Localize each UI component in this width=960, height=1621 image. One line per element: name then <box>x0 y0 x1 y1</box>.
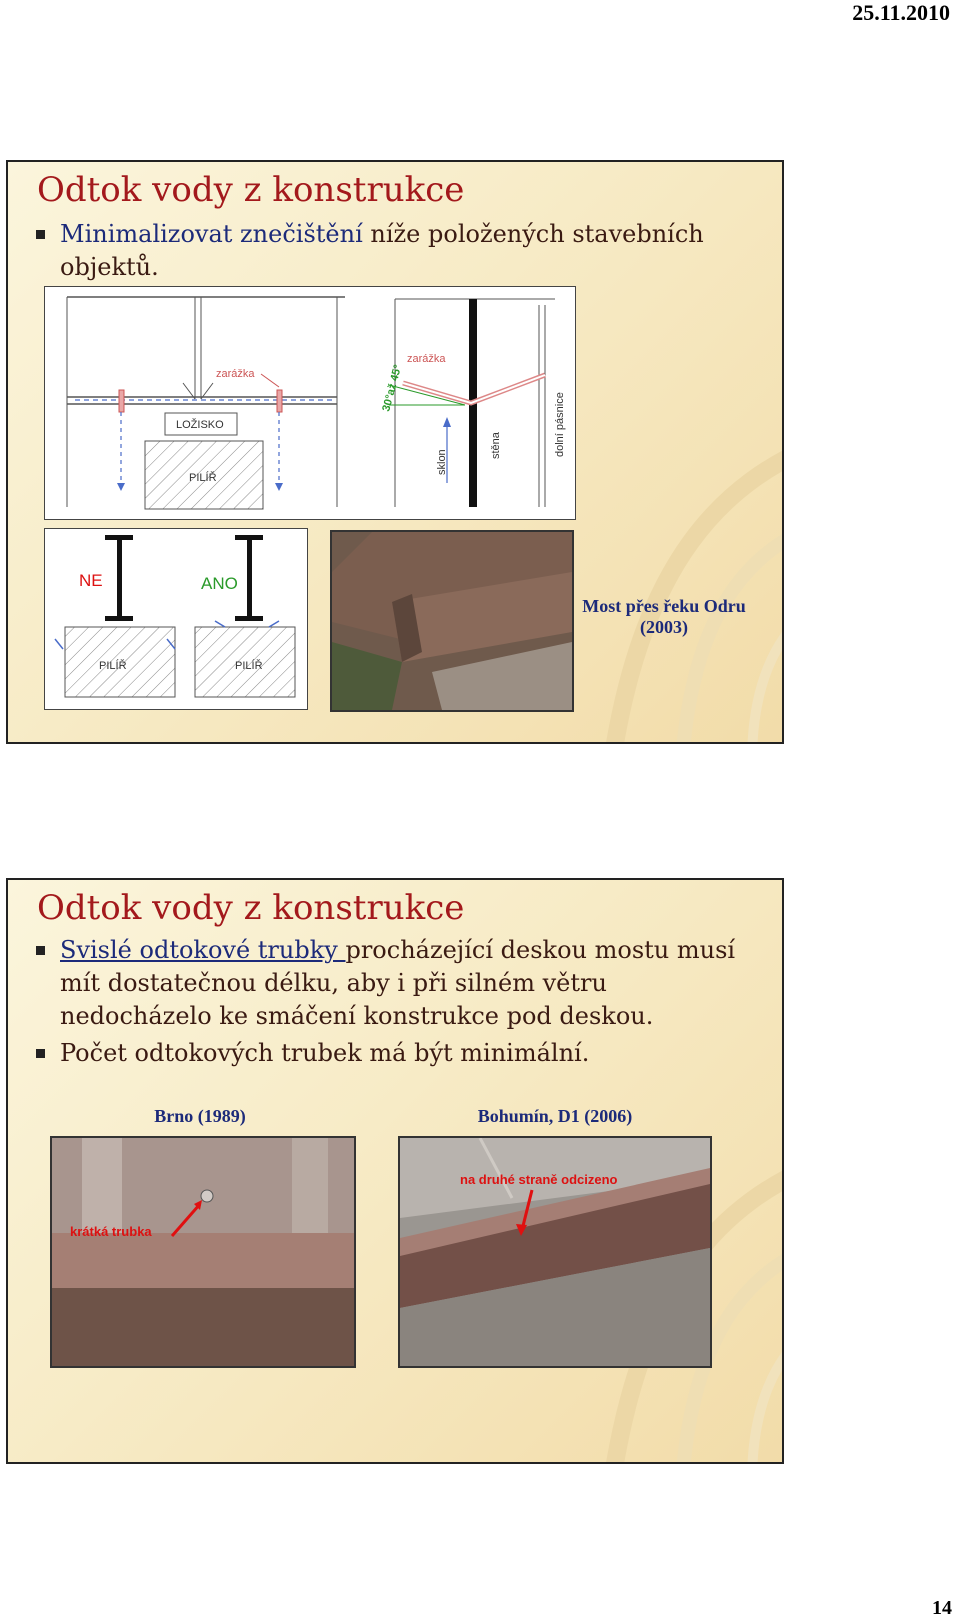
label-pilir-left: PILÍŘ <box>99 660 127 672</box>
ne-ano-drawing <box>45 529 307 709</box>
drainage-diagram-top <box>44 286 576 520</box>
label-sklon: sklon <box>436 449 448 475</box>
photo-odra-bridge <box>330 530 574 712</box>
photo-brno <box>50 1136 356 1368</box>
label-dolni-pasnice: dolní pásnice <box>554 392 566 457</box>
photo-odra-caption <box>574 596 754 638</box>
bullet-square-icon <box>36 946 45 955</box>
slide-2 <box>6 878 784 1464</box>
photo-brno-caption: Brno (1989) <box>154 1106 246 1126</box>
label-zarazka-left: zarážka <box>216 368 255 380</box>
slide-1-title: Odtok vody z konstrukce <box>37 170 465 210</box>
bullet-square-icon <box>36 230 45 239</box>
label-zarazka-right: zarážka <box>407 353 446 365</box>
slide-1 <box>6 160 784 744</box>
slide-1-bullet-list <box>34 218 764 288</box>
label-stena: stěna <box>490 432 502 459</box>
label-lozisko: LOŽISKO <box>176 419 224 431</box>
slide-2-bullet-1 <box>34 934 764 1033</box>
bullet-text: Počet odtokových trubek má být minimální. <box>60 1039 590 1067</box>
label-pilir-top: PILÍŘ <box>189 472 217 484</box>
annotation-kratka-trubka: krátká trubka <box>70 1224 152 1239</box>
label-angle: 30°až 45° <box>380 363 405 413</box>
bullet-link[interactable]: Svislé odtokové trubky <box>60 936 346 964</box>
slide-1-bullet <box>34 218 764 284</box>
bullet-text: procházející deskou mostu musí mít dostatečnou délku, aby i při silném větru nedocházelo ke smáčení konstrukce pod deskou. <box>60 936 736 1030</box>
page-number: 14 <box>932 1597 952 1619</box>
label-ne: NE <box>79 571 103 590</box>
slide-2-title: Odtok vody z konstrukce <box>37 888 465 928</box>
bearing-drainage-drawing <box>45 287 575 519</box>
photo-bohumin <box>398 1136 712 1368</box>
caption-line-1: Most přes řeku Odru <box>582 596 746 616</box>
caption-line-2: (2003) <box>640 617 688 637</box>
bullet-text: níže položených stavebních objektů. <box>60 220 704 281</box>
annotation-odcizeno: na druhé straně odcizeno <box>460 1172 618 1187</box>
photo-bohumin-caption: Bohumín, D1 (2006) <box>477 1106 633 1126</box>
drainage-diagram-ne-ano <box>44 528 308 710</box>
header-date: 25.11.2010 <box>852 0 950 25</box>
bullet-emphasis: Minimalizovat znečištění <box>60 220 363 248</box>
bullet-square-icon <box>36 1049 45 1058</box>
slide-2-bullet-2 <box>34 1037 764 1070</box>
label-ano: ANO <box>201 574 238 593</box>
slide-2-bullet-list <box>34 934 764 1074</box>
label-pilir-right: PILÍŘ <box>235 660 263 672</box>
